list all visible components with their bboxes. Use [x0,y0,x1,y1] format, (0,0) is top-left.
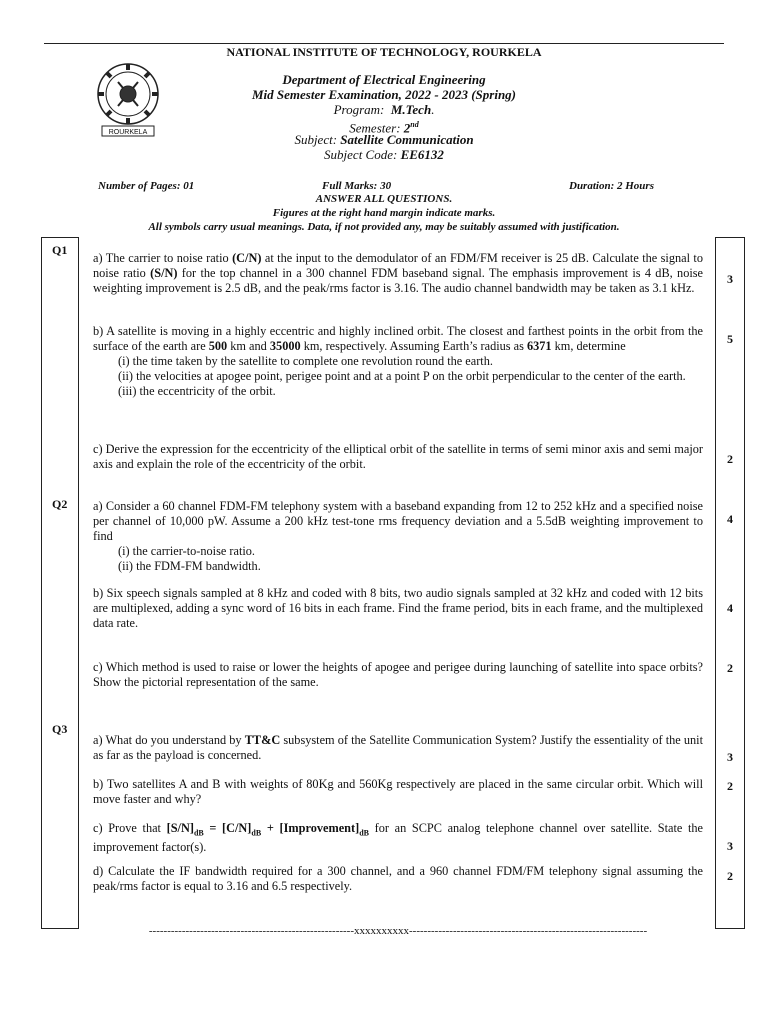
semester: Semester: 2nd [349,120,419,136]
question-label-q1: Q1 [52,243,68,257]
instruction-answer-all: ANSWER ALL QUESTIONS. [315,193,453,205]
logo-text: ROURKELA [108,129,148,136]
q2-a-marks: 4 [727,512,733,526]
subject: Subject: Satellite Communication [294,132,474,147]
institute-name: NATIONAL INSTITUTE OF TECHNOLOGY, ROURKELA [226,45,542,59]
q3-a-marks: 3 [727,750,733,764]
q1-b-ii: (ii) the velocities at apogee point, perigee point and at a point P on the orbit perpendicular to the center of the earth. [118,369,686,383]
department: Department of Electrical Engineering [282,72,486,87]
q3-c-marks: 3 [727,839,733,853]
q3-part-b: b) Two satellites A and B with weights of 80Kg and 560Kg respectively are placed in the same circular orbit. Which will move faster and why? [93,777,703,806]
q1-c-marks: 2 [727,452,733,466]
number-of-pages: Number of Pages: 01 [98,180,195,192]
exam-title: Mid Semester Examination, 2022 - 2023 (Spring) [252,87,516,102]
question-label-q2: Q2 [52,497,68,511]
q3-b-marks: 2 [727,779,733,793]
question-label-q3: Q3 [52,722,68,736]
q3-part-d: d) Calculate the IF bandwidth required for a 300 channel, and a 960 channel FDM/FM telephony signal assuming the peak/rms factor is equal to 3.16 and 6.5 respectively. [93,864,703,893]
q2-part-b: b) Six speech signals sampled at 8 kHz and coded with 8 bits, two audio signals sampled at 32 kHz and coded with 12 bits are multiplexed, adding a sync word of 16 bits in each frame. Find the frame period, bits in each frame, and the multiplexed data rate. [93,586,703,630]
q3-part-c: c) Prove that $[S/N]_{dB} = [C/N]_{dB}$ + $[Improvement]_{dB}$ for an SCPC analog telephone channel over satellite. State the improvement factor(s). [93,821,704,855]
q2-a-ii: (ii) the FDM-FM bandwidth. [118,559,261,573]
duration: Duration: 2 Hours [569,180,654,192]
full-marks: Full Marks: 30 [322,180,392,192]
q2-c-marks: 2 [727,661,733,675]
q1-part-a: a) The carrier to noise ratio (C/N) at the input to the demodulator of an FDM/FM receiver is 25 dB. Calculate the signal to noise ratio (S/N) for the top channel in a 300 channel FDM baseband signal. The emphasis improvement is 4 dB, noise weighting improvement is 2.5 dB, and the peak/rms factor is 3.16. The audio channel bandwidth may be taken as 3.1 kHz. [93,251,704,295]
subject-code: Subject Code: EE6132 [324,147,444,162]
q1-part-b: b) A satellite is moving in a highly eccentric and highly inclined orbit. The closest and farthest points in the orbit from the surface of the earth are 500 km and 35000 km, respectively. Assuming Earth’s radius as 6371 km, determine (i) the time taken by the satellite to complete one revolution round the earth. (ii) the velocities at apogee point, perigee point and at a point P on the orbit perpendicular to the center of the earth. (iii) the eccentricity of the orbit. [93,324,703,398]
q1-part-c: c) Derive the expression for the eccentricity of the elliptical orbit of the satellite in terms of semi minor axis and semi major axis and explain the role of the eccentricity of the orbit. [93,442,703,471]
instruction-marks: Figures at the right hand margin indicate marks. [272,207,496,219]
program: Program: M.Tech. [333,102,435,117]
q2-part-c: c) Which method is used to raise or lower the heights of apogee and perigee during launching of satellite into space orbits? Show the pictorial representation of the same. [93,660,703,689]
q2-part-a: a) Consider a 60 channel FDM-FM telephony system with a baseband expanding from 12 to 252 kHz and a specified noise per channel of 10,000 pW. Assume a 200 kHz test-tone rms frequency deviation and a 5.5dB weighting improvement to find (i) the carrier-to-noise ratio. (ii) the FDM-FM bandwidth. [93,499,703,573]
q1-b-marks: 5 [727,332,733,346]
q2-a-i: (i) the carrier-to-noise ratio. [118,544,256,558]
end-of-paper-line: --------------------------------------------------------xxxxxxxxxx----------------------------------------------------------------- [148,925,648,937]
q3-part-a: a) What do you understand by TT&C subsystem of the Satellite Communication System? Justify the essentiality of the unit as far as the payload is concerned. [93,733,703,762]
q2-b-marks: 4 [727,601,733,615]
q1-b-iii: (iii) the eccentricity of the orbit. [118,384,276,398]
q1-a-marks: 3 [727,272,733,286]
q3-d-marks: 2 [727,869,733,883]
instruction-symbols: All symbols carry usual meanings. Data, if not provided any, may be suitably assumed with justification. [148,221,620,233]
q1-b-i: (i) the time taken by the satellite to complete one revolution round the earth. [118,354,493,368]
top-rule [44,43,724,44]
question-number-column [41,237,79,929]
